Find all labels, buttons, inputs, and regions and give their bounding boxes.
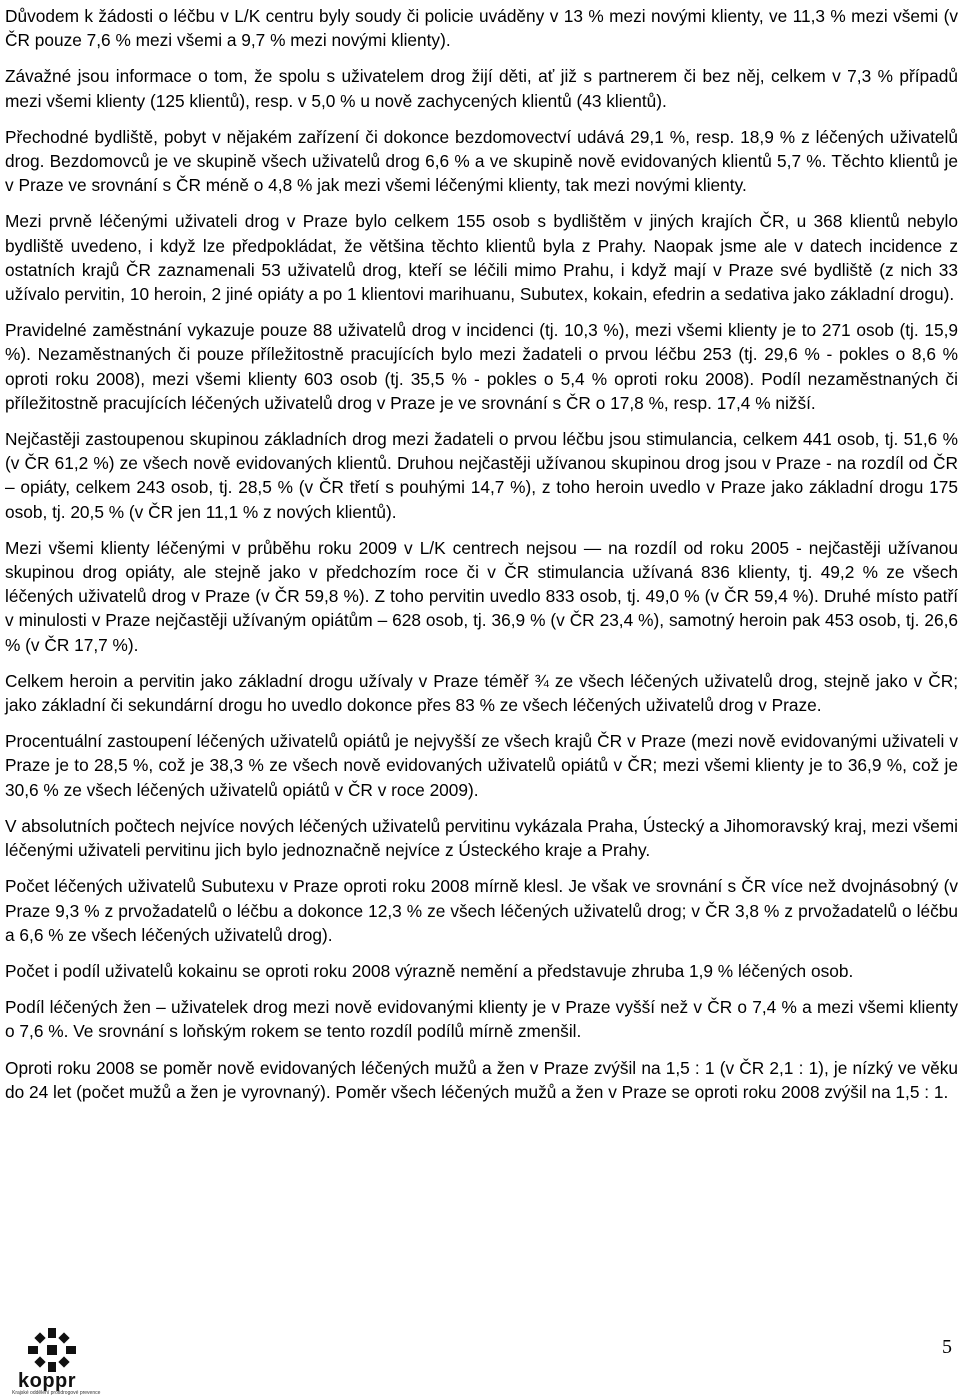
paragraph: Oproti roku 2008 se poměr nově evidovaných léčených mužů a žen v Praze zvýšil na 1,5 : 1 (v ČR 2,1 : 1), je nízký ve věku do 24 let (počet mužů a žen je vyrovnaný). Poměr všech léčených mužů a žen v Praze se oproti roku 2008 zvýšil na 1,5 : 1.: [5, 1057, 958, 1102]
paragraph: Počet léčených uživatelů Subutexu v Praze oproti roku 2008 mírně klesl. Je však ve srovnání s ČR více než dvojnásobný (v Praze 9,3 % z prvožadatelů o léčbu a dokonce 12,3 % ze všech léčených uživatelů drog; v ČR 3,8 % z prvožadatelů o léčbu a 6,6 % ze všech léčených uživatelů drog).: [5, 876, 958, 945]
paragraph: Důvodem k žádosti o léčbu v L/K centru byly soudy či policie uváděny v 13 % mezi novými klienty, ve 11,3 % mezi všemi (v ČR pouze 7,6 % mezi všemi a 9,7 % mezi novými klienty).: [5, 6, 958, 51]
paragraph: Celkem heroin a pervitin jako základní drogu užívaly v Praze téměř ¾ ze všech léčených uživatelů drog, stejně jako v ČR; jako základní či sekundární drogu ho uvedlo dokonce přes 83 % ze všech léčených uživatelů drog v Praze.: [5, 670, 958, 716]
logo-mark-icon: [28, 1328, 76, 1372]
paragraph: V absolutních počtech nejvíce nových léčených uživatelů pervitinu vykázala Praha, Ústecký a Jihomoravský kraj, mezi všemi léčenými uživateli pervitinu jich bylo jednoznačně nejvíce z Ústeckého kraje a Prahy.: [5, 815, 958, 861]
paragraph: Nejčastěji zastoupenou skupinou základních drog mezi žadateli o prvou léčbu jsou stimulancia, celkem 441 osob, tj. 51,6 % (v ČR 61,2 %) ze všech nově evidovaných klientů. Druhou nejčastěji užívanou skupinou drog jsou v Praze - na rozdíl od ČR – opiáty, celkem 243 osob, tj. 28,5 % (v ČR třetí s pouhými 14,7 %), z toho heroin uvedlo v Praze jako základní drogu 175 osob, tj. 20,5 % (v ČR jen 11,1 % z nových klientů).: [5, 429, 958, 522]
paragraph: Závažné jsou informace o tom, že spolu s uživatelem drog žijí děti, ať již s partnerem či bez něj, celkem v 7,3 % případů mezi všemi klienty (125 klientů), resp. v 5,0 % u nově zachycených klientů (43 klientů).: [5, 66, 958, 111]
koppr-logo: [12, 1328, 102, 1396]
paragraph: Počet i podíl uživatelů kokainu se oproti roku 2008 výrazně nemění a představuje zhruba 1,9 % léčených osob.: [5, 960, 854, 981]
logo-tagline: Krajské oddělení protidrogové prevence: [12, 1390, 101, 1396]
paragraph: Pravidelné zaměstnání vykazuje pouze 88 uživatelů drog v incidenci (tj. 10,3 %), mezi všemi klienty je to 271 osob (tj. 15,9 %). Nezaměstnaných či pouze příležitostně pracujících bylo mezi žadateli o prvou léčbu 253 (tj. 29,6 % - pokles o 8,6 % oproti roku 2008), mezi všemi klienty 603 osob (tj. 35,5 % - pokles o 5,4 % oproti roku 2008). Podíl nezaměstnaných či příležitostně pracujících léčených uživatelů drog v Praze je ve srovnání s ČR o 17,8 %, resp. 17,4 % nižší.: [5, 320, 958, 413]
logo-text: koppr: [18, 1370, 77, 1392]
paragraph: Podíl léčených žen – uživatelek drog mezi nově evidovanými klienty je v Praze vyšší než v ČR o 7,4 % a mezi všemi klienty o 7,6 %. Ve srovnání s loňským rokem se tento rozdíl podílů mírně zmenšil.: [5, 997, 958, 1042]
page-number: 5: [942, 1336, 952, 1358]
paragraph: Mezi prvně léčenými uživateli drog v Praze bylo celkem 155 osob s bydlištěm v jiných krajích ČR, u 368 klientů nebylo bydliště uvedeno, i když lze předpokládat, že většina těchto klientů byla z Prahy. Naopak jsme ale v datech incidence z ostatních krajů ČR zaznamenali 53 uživatelů drog, kteří se léčili mimo Prahu, i když mají v Praze své bydliště (z nich 33 užívalo pervitin, 10 heroin, 2 jiné opiáty a po 1 klientovi marihuanu, Subutex, kokain, efedrin a sedativa jako základní drogu).: [5, 211, 958, 305]
paragraph: Procentuální zastoupení léčených uživatelů opiátů je nejvyšší ze všech krajů ČR v Praze (mezi nově evidovanými uživateli v Praze je to 28,5 %, což je 38,3 % ze všech nově evidovaných uživatelů opiátů v ČR; mezi všemi klienty je to 36,9 %, což je 30,6 % ze všech léčených uživatelů opiátů v ČR v roce 2009).: [5, 731, 958, 800]
paragraph: Mezi všemi klienty léčenými v průběhu roku 2009 v L/K centrech nejsou — na rozdíl od roku 2005 - nejčastěji užívanou skupinou drog opiáty, ale stejně jako v předchozím roce či v ČR stimulancia užívaná 836 klienty, tj. 49,2 % ze všech léčených uživatelů drog v Praze (v ČR 59,8 %). Z toho pervitin uvedlo 833 osob, tj. 49,0 % (v ČR 59,4 %). Druhé místo patří v minulosti v Praze nejčastěji užívaným opiátům – 628 osob, tj. 36,9 % (v ČR 23,4 %), samotný heroin pak 453 osob, tj. 26,6 % (v ČR 17,7 %).: [5, 537, 958, 655]
paragraph: Přechodné bydliště, pobyt v nějakém zařízení či dokonce bezdomovectví udává 29,1 %, resp. 18,9 % z léčených uživatelů drog. Bezdomovců je ve skupině všech uživatelů drog 6,6 % a ve skupině nově evidovaných klientů 5,7 %. Těchto klientů je v Praze ve srovnání s ČR méně o 4,8 % jak mezi všemi léčenými klienty, tak mezi novými klienty.: [5, 126, 958, 196]
